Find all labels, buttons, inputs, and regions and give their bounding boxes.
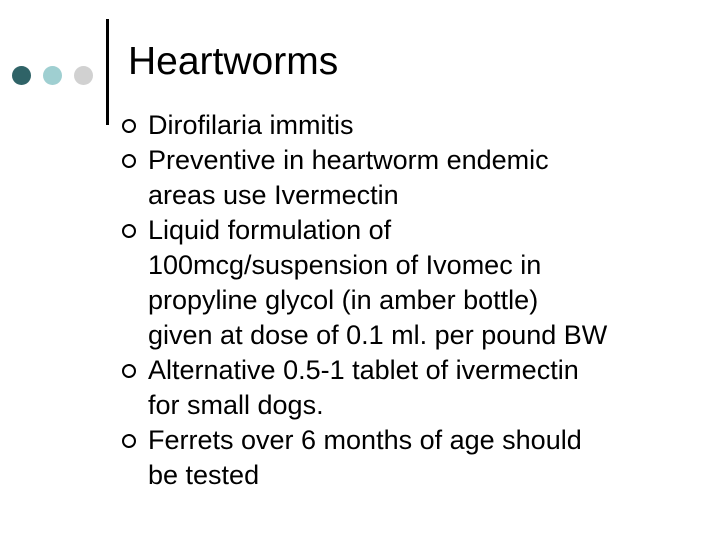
bullet-text-line: Dirofilaria immitis	[148, 110, 354, 140]
bullet-item	[118, 353, 713, 423]
hollow-circle-bullet-icon	[122, 434, 136, 448]
bullet-text-line: Preventive in heartworm endemic	[148, 145, 549, 175]
gray-dot-icon	[74, 66, 93, 85]
bullet-text-line: propyline glycol (in amber bottle)	[148, 285, 539, 315]
hollow-circle-bullet-icon	[122, 224, 136, 238]
decorative-dots	[12, 65, 105, 85]
bullet-item	[118, 423, 713, 493]
light-teal-dot-icon	[43, 66, 62, 85]
bullet-text-line: 100mcg/suspension of Ivomec in	[148, 250, 542, 280]
dark-teal-dot-icon	[12, 66, 31, 85]
bullet-text-line: be tested	[148, 460, 260, 490]
bullet-text-line: Ferrets over 6 months of age should	[148, 425, 582, 455]
bullet-text-line: Alternative 0.5-1 tablet of ivermectin	[148, 355, 579, 385]
bullet-text-line: areas use Ivermectin	[148, 180, 399, 210]
bullet-text-line: for small dogs.	[148, 390, 324, 420]
hollow-circle-bullet-icon	[122, 364, 136, 378]
bullet-list	[118, 108, 713, 493]
title-divider	[106, 19, 109, 125]
bullet-text-line: given at dose of 0.1 ml. per pound BW	[148, 320, 608, 350]
bullet-item	[118, 143, 713, 213]
bullet-item	[118, 108, 713, 143]
slide-title: Heartworms	[128, 40, 339, 83]
bullet-item	[118, 213, 713, 353]
bullet-text-line: Liquid formulation of	[148, 215, 392, 245]
hollow-circle-bullet-icon	[122, 119, 136, 133]
hollow-circle-bullet-icon	[122, 154, 136, 168]
